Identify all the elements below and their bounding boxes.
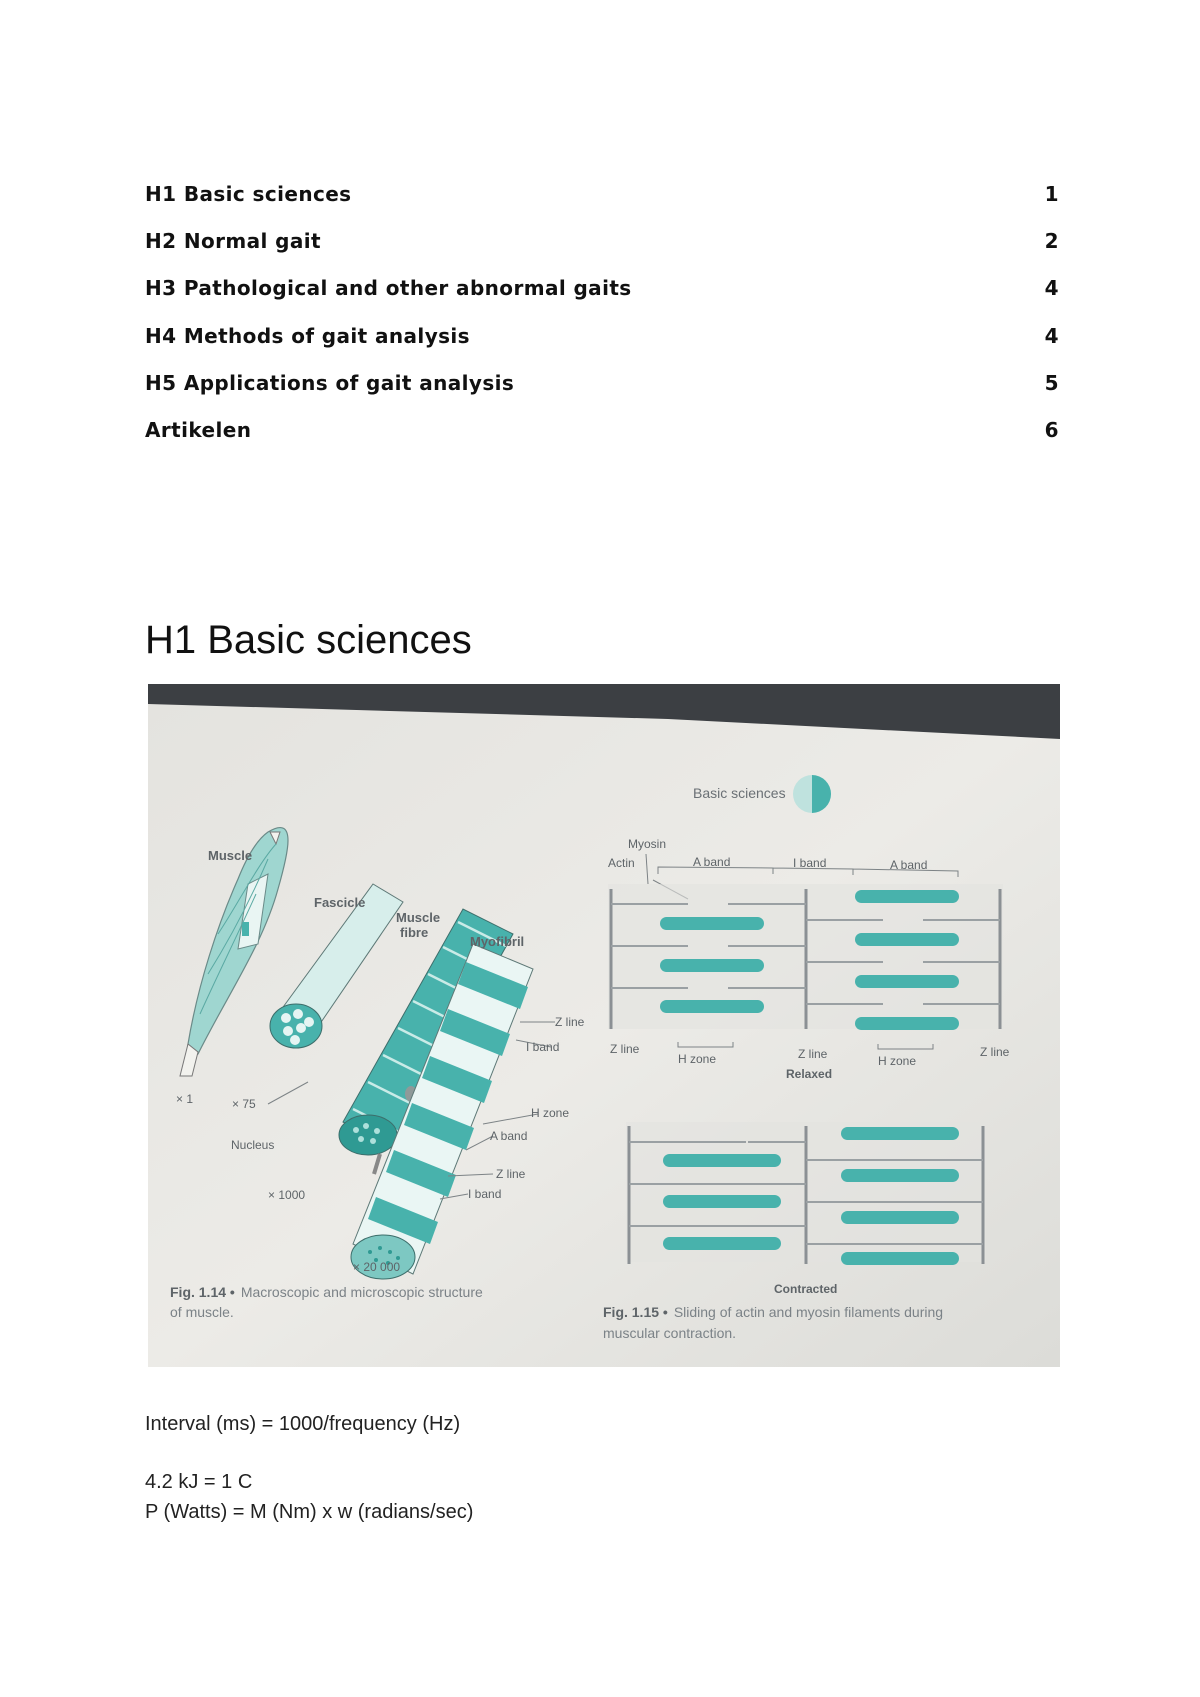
label-i-band-2: I band bbox=[468, 1187, 502, 1201]
label-muscle-fibre-2: fibre bbox=[400, 925, 429, 940]
contracted-sarcomere bbox=[626, 1122, 986, 1265]
toc-entry-title: H3 Pathological and other abnormal gaits bbox=[145, 276, 632, 301]
fig-1-14-caption-line-2: of muscle. bbox=[170, 1304, 234, 1320]
label-fascicle: Fascicle bbox=[314, 895, 366, 910]
toc-entry-page: 2 bbox=[1044, 229, 1059, 254]
label-relaxed: Relaxed bbox=[786, 1067, 833, 1081]
label-actin: Actin bbox=[608, 856, 635, 870]
toc-entry[interactable] bbox=[145, 182, 1059, 229]
label-x75: × 75 bbox=[232, 1097, 256, 1111]
toc-entry-title: H1 Basic sciences bbox=[145, 182, 352, 206]
label-i-band-1: I band bbox=[526, 1040, 560, 1054]
toc-entry[interactable] bbox=[145, 418, 1059, 465]
toc-entry[interactable] bbox=[145, 229, 1059, 276]
label-x1: × 1 bbox=[176, 1092, 194, 1106]
toc-entry-page: 6 bbox=[1044, 417, 1059, 442]
figure-header: Basic sciences bbox=[693, 785, 786, 801]
label-a-band-2: A band bbox=[890, 858, 928, 872]
equation-energy: 4.2 kJ = 1 C bbox=[145, 1471, 253, 1493]
toc-entry-page: 1 bbox=[1044, 182, 1059, 206]
textbook-photo bbox=[148, 684, 1060, 1367]
fig-1-15-caption-label: Fig. 1.15 • bbox=[603, 1304, 668, 1320]
header-badge-icon bbox=[793, 775, 831, 813]
label-x20000: × 20 000 bbox=[353, 1260, 401, 1274]
label-muscle-fibre-1: Muscle bbox=[396, 910, 441, 925]
label-z-line-2: Z line bbox=[496, 1167, 526, 1181]
toc-entry-title: Artikelen bbox=[145, 417, 252, 442]
label-i-band: I band bbox=[793, 856, 827, 870]
toc-entry-title: H2 Normal gait bbox=[145, 229, 321, 254]
label-myofibril: Myofibril bbox=[470, 934, 525, 949]
table-of-contents bbox=[145, 182, 1059, 465]
label-h-zone-1: H zone bbox=[678, 1052, 717, 1066]
label-contracted: Contracted bbox=[774, 1282, 838, 1296]
toc-entry-page: 4 bbox=[1044, 276, 1059, 301]
toc-entry[interactable] bbox=[145, 276, 1059, 323]
label-z-line-mid: Z line bbox=[798, 1047, 828, 1061]
label-h-zone-2: H zone bbox=[878, 1054, 917, 1068]
relaxed-sarcomere bbox=[608, 884, 1003, 1049]
label-z-line-1: Z line bbox=[555, 1015, 585, 1029]
equation-interval: Interval (ms) = 1000/frequency (Hz) bbox=[145, 1413, 461, 1435]
toc-entry[interactable] bbox=[145, 371, 1059, 418]
section-heading: H1 Basic sciences bbox=[145, 618, 472, 662]
fig-1-15-caption-text: Sliding of actin and myosin filaments during bbox=[673, 1304, 944, 1320]
label-x1000: × 1000 bbox=[268, 1188, 306, 1202]
fig-1-15-caption-line-1 bbox=[603, 1304, 943, 1320]
equation-power: P (Watts) = M (Nm) x w (radians/sec) bbox=[145, 1501, 474, 1523]
fig-1-14-caption-text: Macroscopic and microscopic structure bbox=[240, 1284, 483, 1300]
label-z-line-right: Z line bbox=[980, 1045, 1010, 1059]
fig-1-15-caption-line-2: muscular contraction. bbox=[603, 1325, 737, 1341]
fig-1-14-caption-line-1 bbox=[170, 1284, 483, 1300]
toc-entry-page: 4 bbox=[1044, 323, 1059, 348]
label-a-band: A band bbox=[490, 1129, 528, 1143]
label-z-line-left: Z line bbox=[610, 1042, 640, 1056]
toc-entry[interactable] bbox=[145, 324, 1059, 371]
toc-entry-page: 5 bbox=[1044, 370, 1059, 395]
label-myosin: Myosin bbox=[628, 837, 667, 851]
toc-entry-title: H5 Applications of gait analysis bbox=[145, 370, 515, 395]
label-h-zone: H zone bbox=[531, 1106, 570, 1120]
fig-1-14-caption-label: Fig. 1.14 • bbox=[170, 1284, 235, 1300]
toc-entry-title: H4 Methods of gait analysis bbox=[145, 323, 470, 348]
label-a-band-1: A band bbox=[693, 855, 731, 869]
label-nucleus: Nucleus bbox=[231, 1138, 275, 1152]
label-muscle: Muscle bbox=[208, 848, 253, 863]
